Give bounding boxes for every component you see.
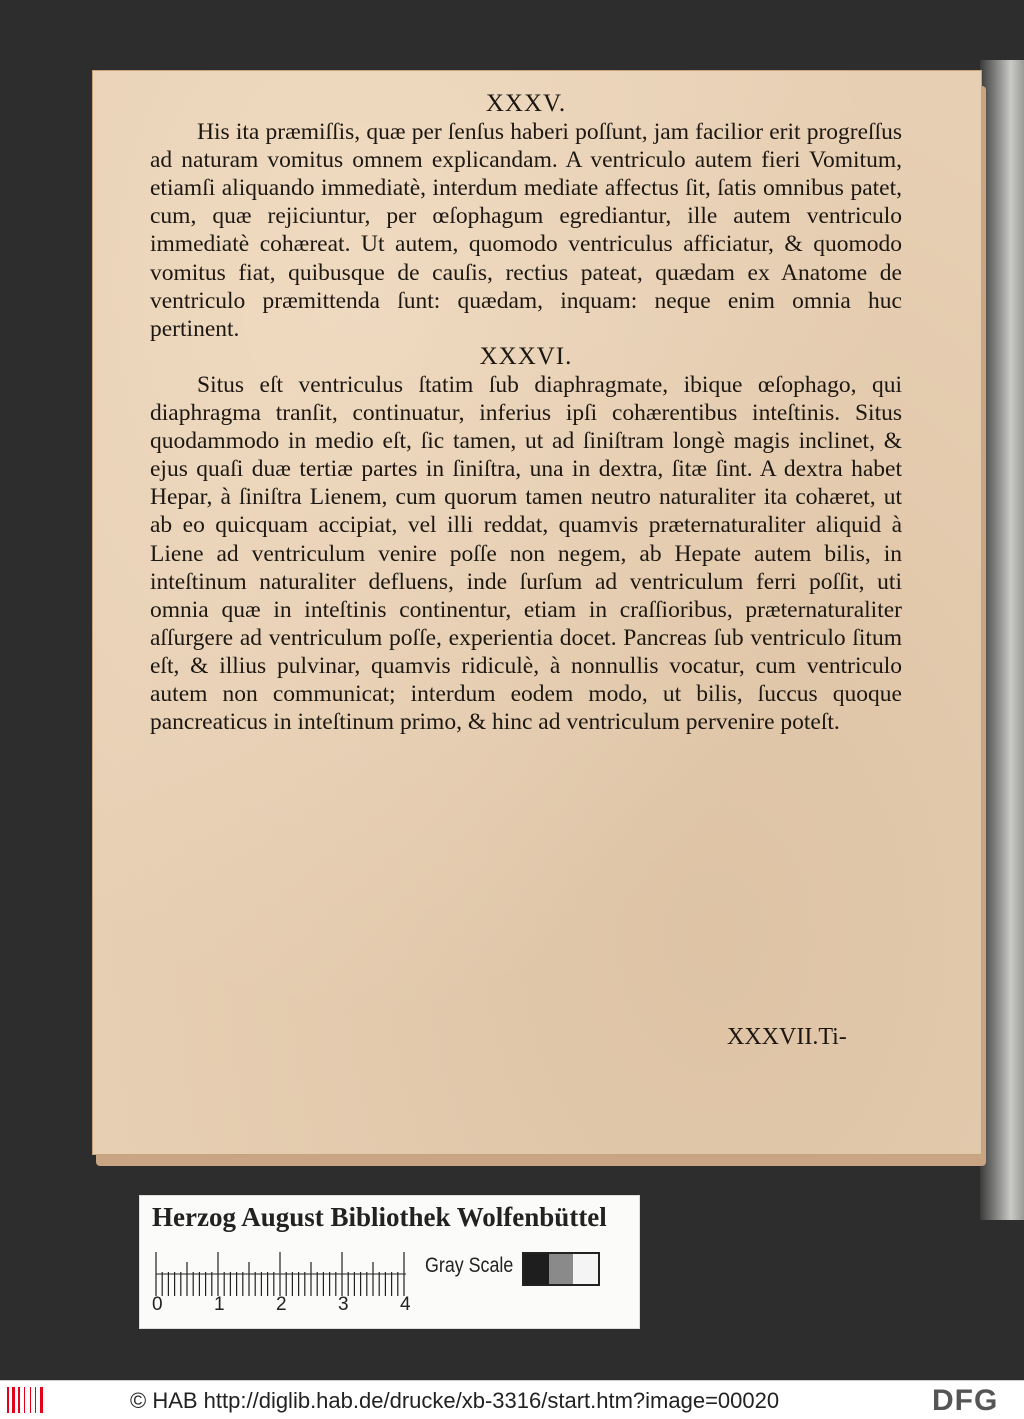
section-paragraph: His ita præmiſſis, quæ per ſenſus haberi poſſunt, jam facilior erit progreſſus ad naturam vomitus omnem explicandam. A ventriculo autem fieri Vomitum, etiamſi aliquando immediatè, interdum mediate affectus ſit, ſatis omnibus patet, cum, quæ rejiciuntur, per œſophagum egrediantur, ille autem ventriculo immediatè cohæreat. Ut autem, quomodo ventriculus afficiatur, & quomodo vomitus fiat, quibusque de cauſis, rectius pateat, quædam ex Anatome de ventriculo præmittenda ſunt: quædam, inquam: neque enim omnia huc pertinent.: [150, 119, 902, 342]
section-heading: XXXVI.: [479, 342, 573, 370]
grayscale-label: Gray Scale: [425, 1254, 514, 1277]
ruler-number: 2: [276, 1294, 287, 1315]
barcode-icon: [6, 1385, 46, 1415]
grayscale-swatch: [573, 1254, 598, 1284]
ruler-number: 1: [214, 1294, 225, 1315]
section-heading: XXXV.: [485, 90, 567, 117]
catchword: XXXVII.Ti-: [727, 1024, 847, 1050]
section-paragraph: Situs eſt ventriculus ſtatim ſub diaphragmate, ibique œſophago, qui diaphragma tranſit, continuatur, inferius ipſi cohærentibus inteſtinis. Situs quodammodo in medio eſt, ſic tamen, ut ad ſiniſtram longè magis inclinet, & ejus quaſi duæ tertiæ partes in ſiniſtra, una in dextra, ſitæ ſint. A dextra habet Hepar, à ſiniſtra Lienem, cum quorum tamen neutro naturaliter ita cohæret, ut ab eo quicquam accipiat, vel illi reddat, quamvis præternaturaliter aliquid à Liene ad ventriculum venire poſſe non negem, ab Hepate autem bilis, in inteſtinum naturaliter defluens, inde ſurſum ad ventriculum ferri poſſit, uti omnia quæ in inteſtinis continentur, etiam in craſſioribus, præternaturaliter aſſurgere ad ventriculum poſſe, experientia docet. Pancreas ſub ventriculo ſitum eſt, & illius pulvinar, quamvis ridiculè, à nonnullis vocatur, cum ventriculo autem non communicat; interdum eodem modo, ut bilis, ſuccus quoque pancreaticus in inteſtinum primo, & hinc ad ventriculum pervenire poteſt.: [150, 371, 902, 736]
card-title: Herzog August Bibliothek Wolfenbüttel: [152, 1202, 607, 1232]
barcode-bar: [7, 1387, 9, 1413]
barcode-bar: [40, 1387, 43, 1413]
grayscale-bar: [522, 1252, 600, 1286]
barcode-bar: [35, 1387, 36, 1413]
ruler-number: 4: [400, 1294, 411, 1315]
barcode-bar: [12, 1387, 15, 1413]
barcode-bar: [30, 1387, 31, 1413]
footer-bar: [0, 1380, 1024, 1419]
ruler-number: 0: [152, 1294, 163, 1315]
ruler-icon: [154, 1250, 414, 1296]
footer-link[interactable]: © HAB http://diglib.hab.de/drucke/xb-3316/start.htm?image=00020: [130, 1388, 780, 1413]
next-page-edge: [980, 60, 1024, 1220]
page-text: [150, 90, 902, 736]
barcode-bar: [18, 1387, 20, 1413]
barcode-bar: [24, 1387, 25, 1413]
grayscale-swatch: [549, 1254, 574, 1284]
grayscale-swatch: [524, 1254, 549, 1284]
dfg-logo: DFG: [932, 1384, 999, 1417]
ruler-numbers: [148, 1294, 428, 1318]
color-card: [139, 1195, 640, 1329]
ruler-number: 3: [338, 1294, 349, 1315]
